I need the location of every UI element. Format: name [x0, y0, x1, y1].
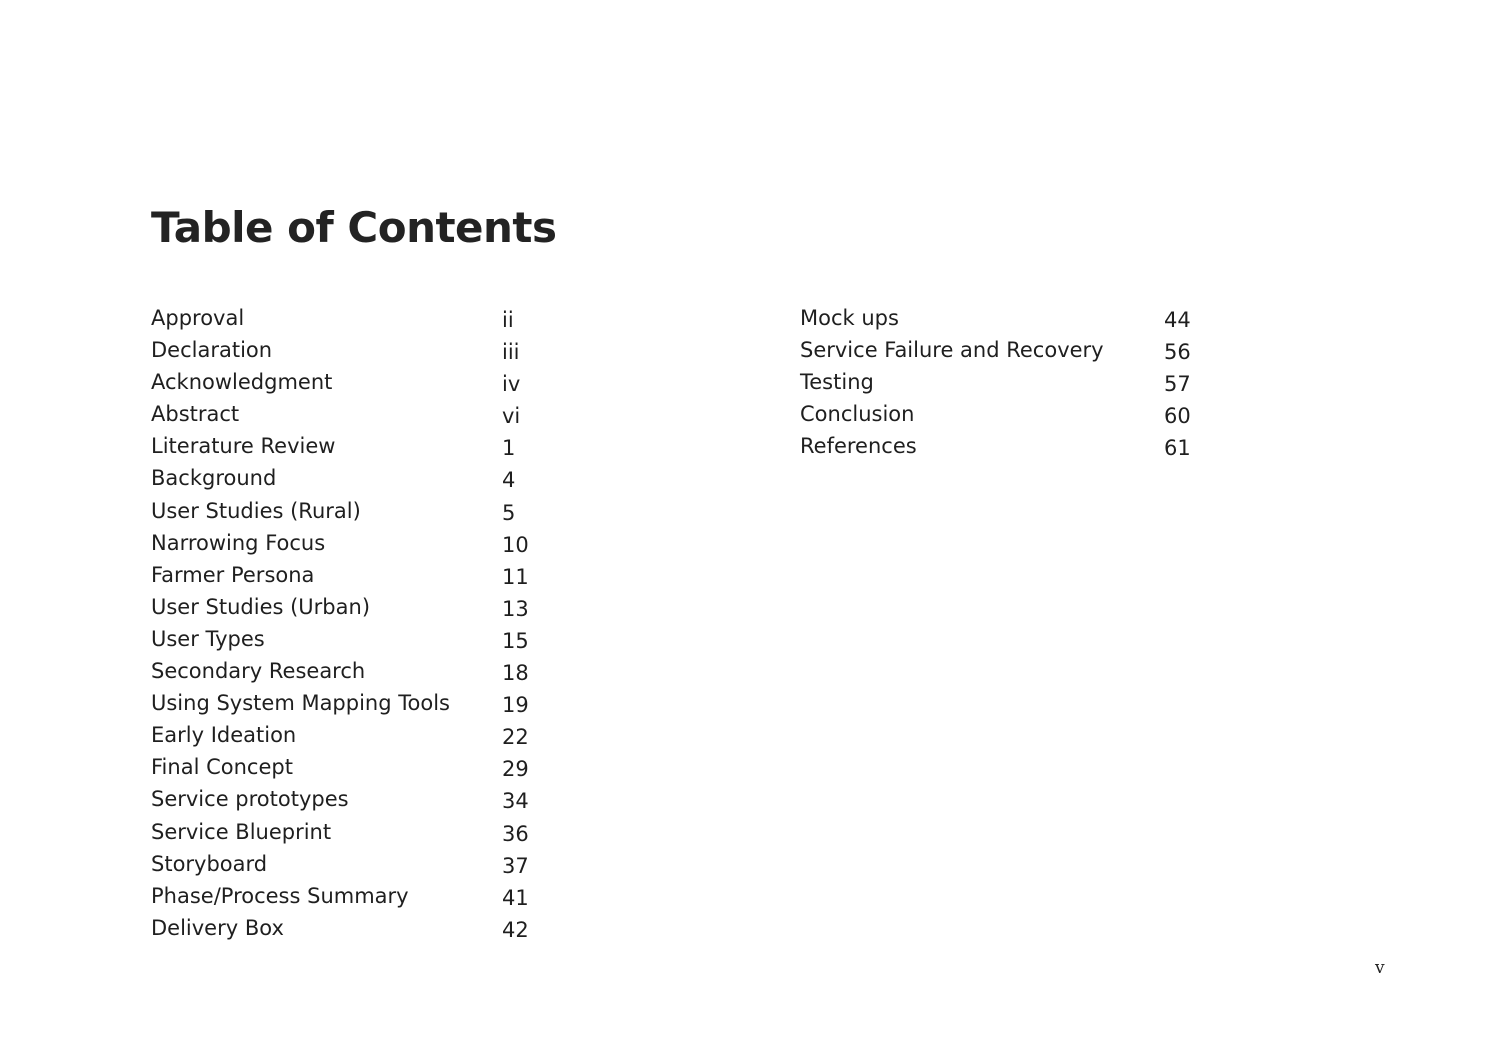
- toc-entry-title: Phase/Process Summary: [151, 883, 409, 908]
- toc-entry-page: 42: [502, 917, 529, 942]
- toc-entry-page: 56: [1164, 340, 1191, 365]
- toc-entry-title: Delivery Box: [151, 915, 284, 940]
- toc-entry-title: Acknowledgment: [151, 370, 333, 395]
- toc-entry-page: iv: [502, 372, 521, 397]
- toc-entry-title: Approval: [151, 306, 245, 330]
- toc-entry-page: 36: [502, 821, 529, 846]
- toc-entry-title: Conclusion: [800, 402, 915, 427]
- toc-entry-page: iii: [502, 340, 520, 365]
- toc-entry-page: ii: [502, 308, 514, 332]
- toc-entry-title: References: [800, 434, 917, 459]
- toc-entry-page: 29: [502, 757, 529, 782]
- toc-entry-title: Declaration: [151, 338, 273, 363]
- toc-entry-page: 5: [502, 500, 516, 525]
- toc-entry-page: 19: [502, 693, 529, 718]
- toc-entry-page: 41: [502, 885, 529, 910]
- toc-entry-page: 11: [502, 564, 529, 589]
- toc-entry-title: Background: [151, 466, 277, 491]
- toc-entry-title: Storyboard: [151, 851, 268, 876]
- toc-entry-page: 15: [502, 628, 529, 653]
- toc-entry-title: Secondary Research: [151, 659, 366, 684]
- toc-entry-title: User Types: [151, 626, 265, 651]
- toc-entry-page: 22: [502, 725, 529, 750]
- toc-entry-title: Farmer Persona: [151, 562, 315, 587]
- toc-entry-page: 10: [502, 532, 529, 557]
- toc-entry-title: Mock ups: [800, 306, 899, 330]
- toc-entry-title: Using System Mapping Tools: [151, 691, 450, 716]
- toc-entry-title: Literature Review: [151, 434, 336, 459]
- toc-entry-title: Narrowing Focus: [151, 530, 326, 555]
- toc-entry-page: vi: [502, 404, 521, 429]
- toc-entry-page: 4: [502, 468, 516, 493]
- toc-entry-title: Service prototypes: [151, 787, 349, 812]
- toc-entry-page: 18: [502, 661, 529, 686]
- toc-entry-title: User Studies (Urban): [151, 594, 371, 619]
- toc-entry-page: 13: [502, 596, 529, 621]
- toc-entry-title: Final Concept: [151, 755, 293, 780]
- toc-entry-page: 61: [1164, 436, 1191, 461]
- toc-entry-title: Abstract: [151, 402, 240, 427]
- toc-entry-title: Testing: [800, 370, 874, 395]
- toc-entry-title: Service Blueprint: [151, 819, 332, 844]
- toc-entry-title: User Studies (Rural): [151, 498, 361, 523]
- toc-entry-title: Service Failure and Recovery: [800, 338, 1104, 363]
- toc-entry-page: 60: [1164, 404, 1191, 429]
- page-number: v: [1375, 958, 1385, 978]
- toc-entry-page: 37: [502, 853, 529, 878]
- page-title: Table of Contents: [151, 203, 557, 252]
- toc-entry-page: 1: [502, 436, 516, 461]
- toc-entry-page: 44: [1164, 308, 1191, 332]
- toc-entry-page: 34: [502, 789, 529, 814]
- toc-entry-page: 57: [1164, 372, 1191, 397]
- toc-entry-title: Early Ideation: [151, 723, 297, 748]
